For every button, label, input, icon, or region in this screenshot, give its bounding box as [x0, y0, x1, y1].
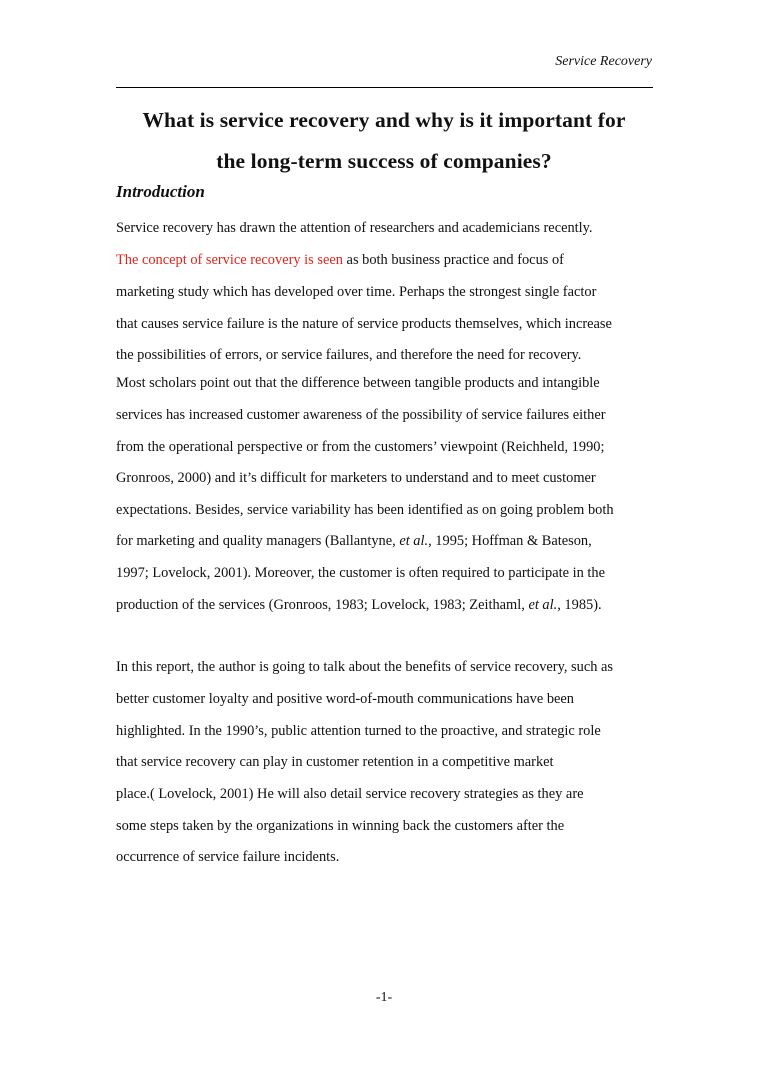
body-line [116, 596, 602, 614]
body-line: better customer loyalty and positive word-of-mouth communications have been [116, 691, 574, 707]
running-header: Service Recovery [555, 54, 652, 69]
body-line: Most scholars point out that the difference between tangible products and intangible [116, 375, 600, 391]
body-line: expectations. Besides, service variability has been identified as on going problem both [116, 502, 614, 518]
body-line: Service recovery has drawn the attention of researchers and academicians recently. [116, 220, 593, 236]
body-line: from the operational perspective or from the customers’ viewpoint (Reichheld, 1990; [116, 439, 605, 455]
body-text: as both business practice and focus of [342, 252, 564, 268]
body-line: occurrence of service failure incidents. [116, 849, 340, 865]
page-number: -1- [375, 990, 393, 1005]
body-line: 1997; Lovelock, 2001). Moreover, the customer is often required to participate in the [116, 565, 605, 581]
body-line: In this report, the author is going to talk about the benefits of service recovery, such as [116, 659, 613, 675]
body-line: some steps taken by the organizations in winning back the customers after the [116, 818, 565, 834]
body-line: Gronroos, 2000) and it’s difficult for marketers to understand and to meet customer [116, 470, 596, 486]
body-line: services has increased customer awareness of the possibility of service failures either [116, 407, 606, 423]
body-line: marketing study which has developed over time. Perhaps the strongest single factor [116, 284, 597, 300]
body-line: highlighted. In the 1990’s, public attention turned to the proactive, and strategic role [116, 723, 601, 739]
body-text: production of the services (Gronroos, 1983; Lovelock, 1983; Zeithaml, [116, 597, 529, 613]
citation-emphasis: et al. [399, 533, 429, 549]
body-line [116, 251, 564, 269]
body-text: for marketing and quality managers (Ballantyne, [116, 533, 400, 549]
body-line: place.( Lovelock, 2001) He will also detail service recovery strategies as they are [116, 786, 584, 802]
title-line-1: What is service recovery and why is it important for [142, 108, 626, 132]
section-heading-introduction: Introduction [116, 182, 205, 201]
document-title [100, 100, 668, 182]
body-line [116, 532, 592, 550]
body-text: , 1985). [557, 597, 602, 613]
body-text: , 1995; Hoffman & Bateson, [428, 533, 592, 549]
body-line: the possibilities of errors, or service failures, and therefore the need for recovery. [116, 347, 582, 363]
highlighted-text: The concept of service recovery is seen [116, 252, 343, 268]
title-line-2: the long-term success of companies? [216, 149, 552, 173]
citation-emphasis: et al. [528, 597, 558, 613]
body-line: that causes service failure is the nature of service products themselves, which increase [116, 316, 612, 332]
header-rule [116, 87, 653, 88]
body-line: that service recovery can play in customer retention in a competitive market [116, 754, 554, 770]
